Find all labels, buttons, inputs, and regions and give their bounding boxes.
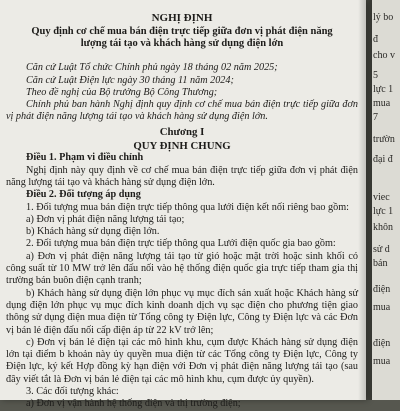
adjacent-line: đại đ <box>373 154 393 165</box>
clause-2: 2. Đối tượng mua bán điện trực tiếp thông qua Lưới điện quốc gia bao gồm: <box>26 238 336 250</box>
adjacent-line: khôn <box>373 222 393 233</box>
clause-2c: c) Đơn vị bán lẻ điện tại các mô hình khu, cụm được Khách hàng sử dụng điện lớn tại điểm b khoản này ủy quyền mua điện từ các Tổng công ty Điện lực, Công ty Điện lực, ký kết Hợp đồng kỳ hạn điện với Đơn vị phát điện năng lượng tái tạo (sau đây viết tắt là Đơn vị bán lẻ điện tại các mô hình khu, cụm được ủy quyền). <box>6 336 358 385</box>
document-body <box>6 12 358 411</box>
legal-basis-2: Căn cứ Luật Điện lực ngày 30 tháng 11 năm 2024; <box>26 74 234 86</box>
clause-2a: a) Đơn vị phát điện năng lượng tái tạo từ gió hoặc mặt trời hoặc sinh khối có công suất từ 10 MW trở lên đấu nối vào hệ thống điện quốc gia trực tiếp tham gia thị trường bán buôn điện cạnh tranh; <box>6 250 358 287</box>
clause-3a: a) Đơn vị vận hành hệ thống điện và thị trường điện; <box>26 398 241 410</box>
article-1-heading: Điều 1. Phạm vi điều chỉnh <box>26 152 144 164</box>
adjacent-line: 5 <box>373 70 378 81</box>
clause-1a: a) Đơn vị phát điện năng lượng tái tạo; <box>26 213 185 225</box>
adjacent-line: lực 1 <box>373 206 394 217</box>
legal-basis-3: Theo đề nghị của Bộ trưởng Bộ Công Thương; <box>26 86 218 98</box>
article-1-text: Nghị định này quy định về cơ chế mua bán điện trực tiếp giữa đơn vị phát điện năng lượng tái tạo và khách hàng sử dụng điện lớn. <box>6 164 358 188</box>
clause-2b: b) Khách hàng sử dụng điện lớn phục vụ mục đích sản xuất hoặc Khách hàng sử dụng điện lớn phục vụ mục đích kinh doanh dịch vụ sạc điện cho phương tiện giao thông sử dụng điện mua điện từ Tổng công ty Điện lực, Công ty Điện lực và các Đơn vị bán lẻ điện đấu nối cấp điện áp từ 22 kV trở lên; <box>6 287 358 336</box>
decree-title: NGHỊ ĐỊNH <box>151 12 213 24</box>
adjacent-line: mua <box>373 302 391 313</box>
adjacent-line: bán <box>373 258 388 269</box>
adjacent-line: mua <box>373 356 391 367</box>
legal-basis-1: Căn cứ Luật Tổ chức Chính phủ ngày 18 tháng 02 năm 2025; <box>26 62 278 74</box>
adjacent-line: 7 <box>373 112 378 123</box>
adjacent-line: đ <box>373 34 378 45</box>
book-gutter <box>358 0 372 400</box>
decree-subtitle: Quy định cơ chế mua bán điện trực tiếp giữa đơn vị phát điện năng lượng tái tạo và khách hàng sử dụng điện lớn <box>31 26 333 50</box>
adjacent-line: cho v <box>373 50 395 61</box>
adjacent-line: lý bo <box>373 12 394 23</box>
adjacent-line: trườn <box>373 134 395 145</box>
clause-3: 3. Các đối tượng khác: <box>26 386 119 398</box>
preamble: Chính phủ ban hành Nghị định quy định cơ chế mua bán điện trực tiếp giữa đơn vị phát điện năng lượng tái tạo và khách hàng sử dụng điện lớn. <box>6 99 358 123</box>
adjacent-line: điện <box>373 338 391 349</box>
adjacent-page <box>372 0 400 400</box>
chapter-title: QUY ĐỊNH CHUNG <box>133 140 231 153</box>
adjacent-line: viec <box>373 192 390 203</box>
adjacent-line: lực 1 <box>373 84 394 95</box>
clause-1: 1. Đối tượng mua bán điện trực tiếp thông qua lưới điện kết nối riêng bao gồm: <box>26 201 350 213</box>
chapter-number: Chương I <box>159 125 205 138</box>
clause-1b: b) Khách hàng sử dụng điện lớn. <box>26 226 160 238</box>
article-2-heading: Điều 2. Đối tượng áp dụng <box>26 189 141 201</box>
adjacent-line: điện <box>373 284 391 295</box>
adjacent-line: mua <box>373 98 391 109</box>
adjacent-line: sử d <box>373 244 390 255</box>
